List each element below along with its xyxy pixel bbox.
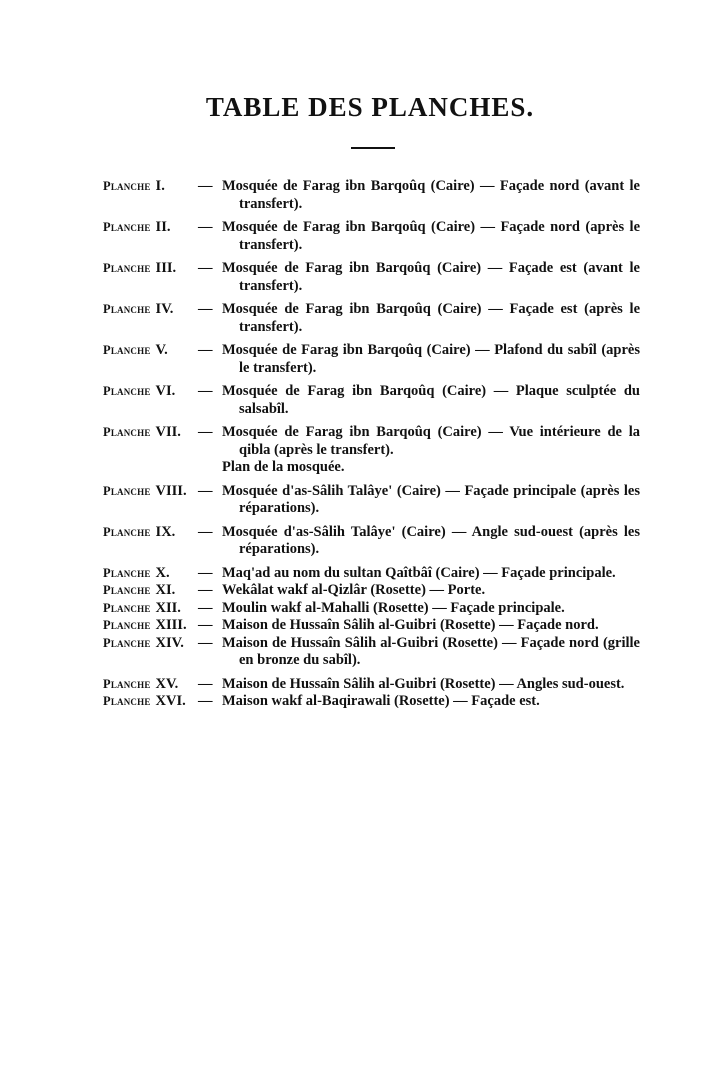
- dash: —: [198, 301, 213, 317]
- plate-number: III.: [155, 260, 177, 276]
- dash: —: [198, 260, 213, 276]
- plate-number: VIII.: [155, 482, 187, 499]
- plate-entry-4: [103, 301, 640, 336]
- plate-description: Mosquée de Farag ibn Barqoûq (Caire) — Plafond du sabîl (après le transfert).: [222, 342, 640, 376]
- dash: —: [198, 634, 213, 651]
- plate-label: Planche XI.: [103, 582, 176, 598]
- dash: —: [198, 523, 213, 540]
- plate-description: Mosquée de Farag ibn Barqoûq (Caire) — Plaque sculptée du salsabîl.: [222, 383, 640, 417]
- dash: —: [198, 342, 213, 358]
- plate-number: VII.: [155, 424, 181, 440]
- title-rule: [351, 147, 395, 149]
- plate-number: V.: [155, 342, 168, 358]
- plate-number: IV.: [155, 301, 174, 317]
- plate-entry-2: [103, 219, 640, 254]
- plate-label: Planche XIV.: [103, 634, 184, 651]
- plate-entry-6: [103, 383, 640, 418]
- dash: —: [198, 178, 213, 194]
- plate-label: Planche VIII.: [103, 482, 187, 499]
- plate-number: XI.: [155, 582, 176, 598]
- plate-number: XVI.: [155, 693, 186, 709]
- dash: —: [198, 582, 213, 598]
- plate-entry-1: [103, 178, 640, 213]
- plate-sub-description: Plan de la mosquée.: [222, 459, 345, 475]
- dash: —: [198, 617, 213, 633]
- dash: —: [198, 599, 213, 616]
- plate-entry-5: [103, 342, 640, 377]
- plate-number: II.: [155, 219, 171, 235]
- plate-description: Mosquée de Farag ibn Barqoûq (Caire) — Façade nord (après le transfert).: [222, 219, 640, 253]
- page-title: TABLE DES PLANCHES.: [205, 92, 535, 122]
- plate-label: Planche IX.: [103, 523, 176, 540]
- dash: —: [198, 675, 213, 692]
- plate-number: XIV.: [155, 634, 184, 651]
- plate-entry-14: [103, 635, 640, 670]
- plate-description: Maison de Hussaîn Sâlih al-Guibri (Rosette) — Façade nord (grille en bronze du sabîl).: [222, 634, 640, 668]
- plate-description: Maison de Hussaîn Sâlih al-Guibri (Rosette) — Façade nord.: [222, 617, 599, 633]
- plate-label: Planche XV.: [103, 675, 179, 692]
- plate-label: Planche X.: [103, 564, 170, 581]
- plate-label: Planche XII.: [103, 599, 181, 616]
- plate-entry-9: [103, 524, 640, 559]
- plate-label: Planche VII.: [103, 424, 181, 440]
- plate-description: Mosquée d'as-Sâlih Talâye' (Caire) — Façade principale (après les réparations).: [222, 482, 640, 516]
- plate-number: X.: [155, 564, 170, 581]
- plate-description: Maison wakf al-Baqirawali (Rosette) — Façade est.: [222, 693, 540, 709]
- plate-entry-3: [103, 260, 640, 295]
- plate-label: Planche XVI.: [103, 693, 186, 709]
- plate-entry-7: [103, 424, 640, 459]
- plate-label: Planche III.: [103, 260, 177, 276]
- plate-entry-10: [103, 565, 640, 583]
- plate-label: Planche IV.: [103, 301, 174, 317]
- plate-entry-12: [103, 600, 640, 618]
- plate-description: Mosquée d'as-Sâlih Talâye' (Caire) — Angle sud-ouest (après les réparations).: [222, 523, 640, 557]
- plate-entry-13: [103, 617, 640, 635]
- plate-description: Mosquée de Farag ibn Barqoûq (Caire) — Façade est (avant le transfert).: [222, 260, 640, 294]
- plate-label: Planche I.: [103, 178, 165, 194]
- plate-number: XII.: [155, 599, 181, 616]
- dash: —: [198, 383, 213, 399]
- plate-description: Mosquée de Farag ibn Barqoûq (Caire) — Façade nord (avant le transfert).: [222, 178, 640, 212]
- plate-description: Wekâlat wakf al-Qizlâr (Rosette) — Porte.: [222, 582, 486, 598]
- dash: —: [198, 564, 213, 581]
- dash: —: [198, 424, 213, 440]
- plate-entry-11: [103, 582, 640, 600]
- plate-description: Maison de Hussaîn Sâlih al-Guibri (Rosette) — Angles sud-ouest.: [222, 675, 625, 692]
- plate-number: XIII.: [155, 617, 187, 633]
- plate-description: Moulin wakf al-Mahalli (Rosette) — Façade principale.: [222, 599, 565, 616]
- plate-label: Planche V.: [103, 342, 168, 358]
- plate-number: I.: [155, 178, 165, 194]
- plate-number: IX.: [155, 523, 176, 540]
- plate-entry-16: [103, 693, 640, 711]
- plates-list: [103, 178, 640, 711]
- plate-entry-8: [103, 483, 640, 518]
- dash: —: [198, 219, 213, 235]
- dash: —: [198, 482, 213, 499]
- plate-label: Planche VI.: [103, 383, 176, 399]
- plate-number: XV.: [155, 675, 179, 692]
- plate-label: Planche XIII.: [103, 617, 187, 633]
- plate-description: Mosquée de Farag ibn Barqoûq (Caire) — Vue intérieure de la qibla (après le transfert).: [222, 424, 640, 458]
- plate-number: VI.: [155, 383, 176, 399]
- plate-label: Planche II.: [103, 219, 171, 235]
- dash: —: [198, 693, 213, 709]
- plate-description: Maq'ad au nom du sultan Qaîtbâî (Caire) — Façade principale.: [222, 564, 616, 581]
- plate-description: Mosquée de Farag ibn Barqoûq (Caire) — Façade est (après le transfert).: [222, 301, 640, 335]
- plate-entry-15: [103, 676, 640, 694]
